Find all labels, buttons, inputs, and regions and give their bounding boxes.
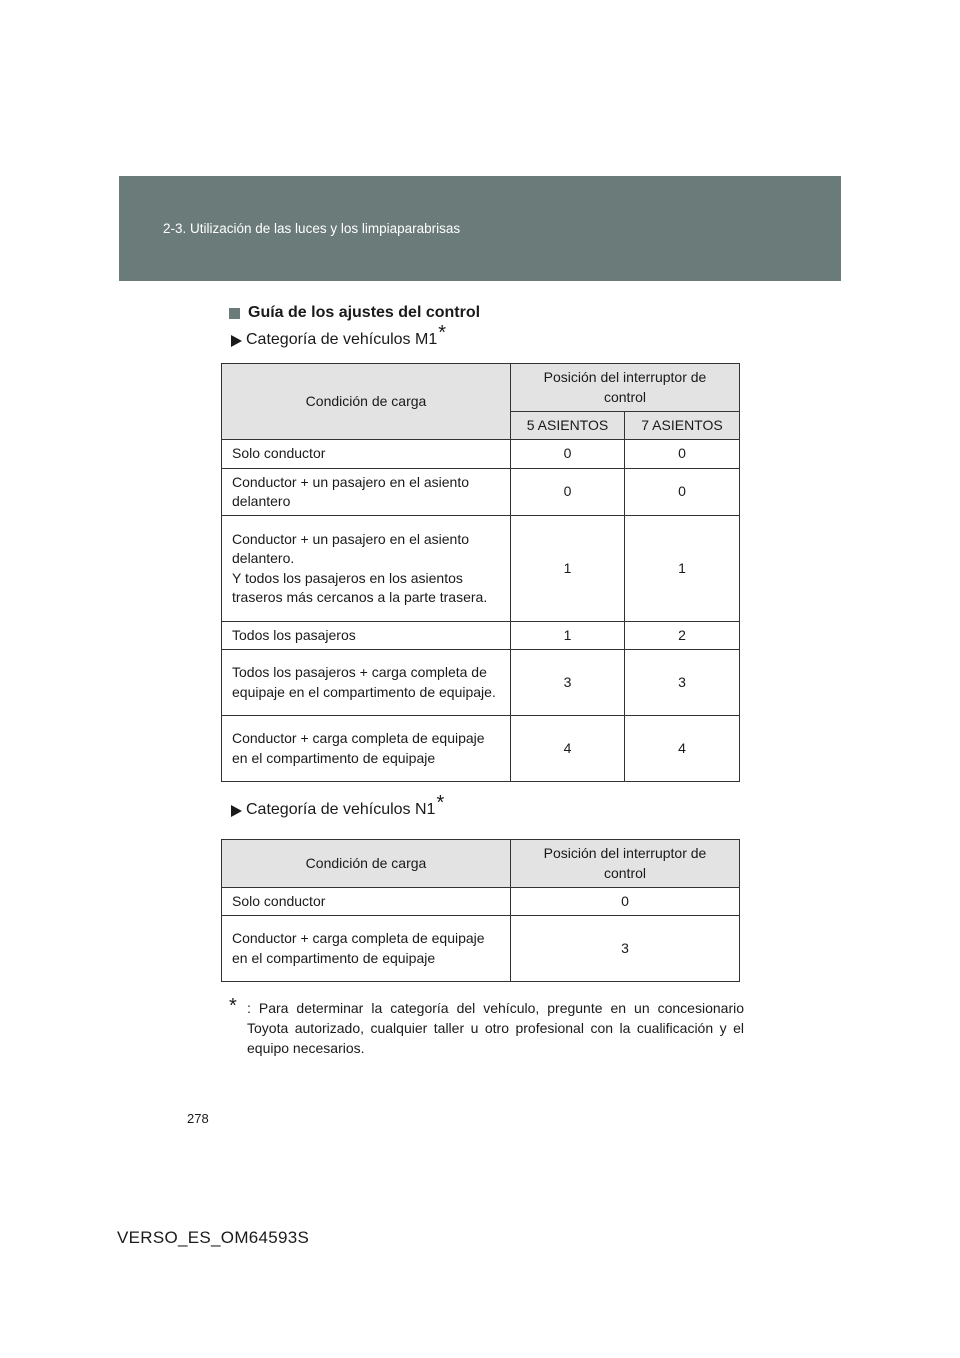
row-condition: Conductor + carga completa de equipaje en el compartimento de equipaje [222,916,511,982]
table-row [222,650,740,716]
row-5-seats-value: 3 [511,650,625,716]
row-condition: Solo conductor [222,888,511,916]
row-condition: Conductor + carga completa de equipaje en el compartimento de equipaje [222,716,511,782]
category-n1 [231,792,445,819]
asterisk-mark: * [438,322,447,344]
row-5-seats-value: 0 [511,469,625,516]
row-position-value: 3 [511,916,740,982]
table-row [222,916,740,982]
category-m1-label: Categoría de vehículos M1 [246,331,438,348]
header-switch-position: Posición del interruptor de control [511,364,740,412]
row-5-seats-value: 1 [511,516,625,622]
row-position-value: 0 [511,888,740,916]
table-n1 [221,839,740,982]
row-5-seats-value: 1 [511,622,625,650]
footnote-marker: * [229,995,237,1017]
triangle-bullet-icon [231,805,242,817]
row-7-seats-value: 3 [625,650,740,716]
asterisk-mark: * [436,792,445,814]
row-5-seats-value: 4 [511,716,625,782]
header-5-seats: 5 ASIENTOS [511,412,625,440]
table-row [222,888,740,916]
table-m1 [221,363,740,782]
footnote-text: : Para determinar la categoría del vehículo, pregunte en un concesionario Toyota autorizado, cualquier taller u otro profesional con la cualificación y el equipo necesarios. [247,1000,744,1056]
section-title: 2-3. Utilización de las luces y los limpiaparabrisas [163,221,461,236]
row-7-seats-value: 4 [625,716,740,782]
row-condition: Todos los pasajeros + carga completa de equipaje en el compartimento de equipaje. [222,650,511,716]
triangle-bullet-icon [231,335,242,347]
header-load-condition: Condición de carga [222,840,511,888]
row-condition: Conductor + un pasajero en el asiento delantero [222,469,511,516]
document-code: VERSO_ES_OM64593S [117,1228,310,1247]
row-7-seats-value: 0 [625,469,740,516]
row-5-seats-value: 0 [511,440,625,469]
category-m1 [231,322,447,349]
square-bullet-icon [229,308,240,319]
row-7-seats-value: 1 [625,516,740,622]
guide-heading [229,304,480,322]
row-7-seats-value: 2 [625,622,740,650]
section-header-band [119,176,841,281]
header-switch-position: Posición del interruptor de control [511,840,740,888]
table-row [222,469,740,516]
page-number: 278 [187,1111,209,1126]
header-load-condition: Condición de carga [222,364,511,440]
footnote [229,995,744,1058]
table-row [222,516,740,622]
row-condition: Todos los pasajeros [222,622,511,650]
header-7-seats: 7 ASIENTOS [625,412,740,440]
category-n1-label: Categoría de vehículos N1 [246,801,436,818]
row-condition: Solo conductor [222,440,511,469]
guide-heading-text: Guía de los ajustes del control [248,304,481,321]
row-condition: Conductor + un pasajero en el asiento delantero. Y todos los pasajeros en los asientos traseros más cercanos a la parte trasera. [222,516,511,622]
table-row [222,622,740,650]
table-row [222,440,740,469]
table-row [222,716,740,782]
row-7-seats-value: 0 [625,440,740,469]
